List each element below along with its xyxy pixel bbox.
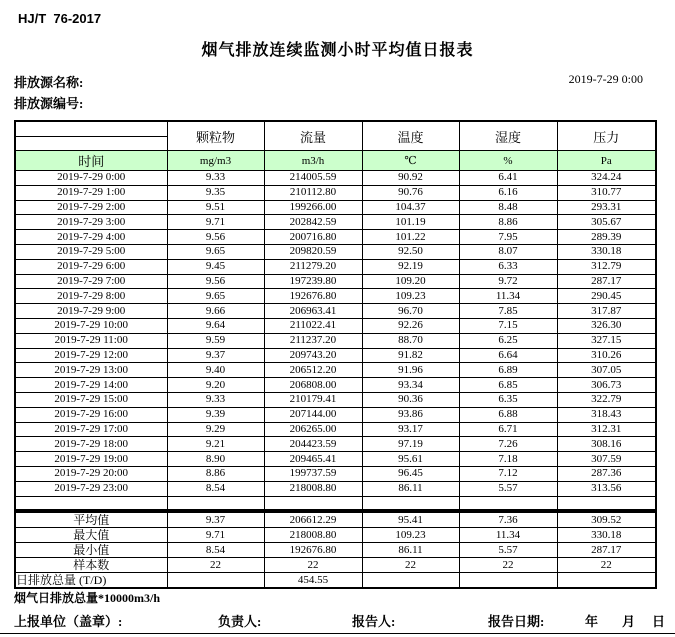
pressure-cell: 287.36 <box>557 466 656 481</box>
source-code-label: 排放源编号: <box>14 96 84 111</box>
day-label: 日 <box>652 614 666 629</box>
pressure-cell: 317.87 <box>557 304 656 319</box>
column-header-particulate: 颗粒物 <box>167 121 264 151</box>
temperature-cell: 92.19 <box>362 259 459 274</box>
particulate-cell <box>167 573 264 589</box>
particulate-cell: 9.65 <box>167 244 264 259</box>
pressure-cell: 293.31 <box>557 200 656 215</box>
pressure-cell: 309.52 <box>557 512 656 528</box>
time-cell: 2019-7-29 6:00 <box>15 259 167 274</box>
particulate-cell: 9.66 <box>167 304 264 319</box>
particulate-cell: 9.51 <box>167 200 264 215</box>
temperature-cell: 88.70 <box>362 333 459 348</box>
time-cell: 2019-7-29 8:00 <box>15 289 167 304</box>
particulate-cell: 22 <box>167 558 264 573</box>
temperature-cell: 95.61 <box>362 452 459 467</box>
table-row <box>15 171 656 186</box>
flow-cell: 197239.80 <box>264 274 362 289</box>
unit-humidity: % <box>459 151 557 171</box>
summary-label: 平均值 <box>15 512 167 528</box>
pressure-cell <box>557 573 656 589</box>
unit-particulate: mg/m3 <box>167 151 264 171</box>
humidity-cell: 6.64 <box>459 348 557 363</box>
signature-row <box>0 611 675 629</box>
table-row <box>15 422 656 437</box>
data-rows <box>15 171 656 497</box>
temperature-cell: 22 <box>362 558 459 573</box>
humidity-cell: 6.16 <box>459 185 557 200</box>
pressure-cell: 22 <box>557 558 656 573</box>
flow-cell: 22 <box>264 558 362 573</box>
pressure-cell: 307.59 <box>557 452 656 467</box>
temperature-cell: 101.19 <box>362 215 459 230</box>
particulate-cell: 8.90 <box>167 452 264 467</box>
time-cell: 2019-7-29 1:00 <box>15 185 167 200</box>
summary-row <box>15 528 656 543</box>
flow-cell: 202842.59 <box>264 215 362 230</box>
pressure-cell: 307.05 <box>557 363 656 378</box>
pressure-cell: 308.16 <box>557 437 656 452</box>
particulate-cell: 9.65 <box>167 289 264 304</box>
particulate-cell: 8.86 <box>167 466 264 481</box>
column-header-humidity: 湿度 <box>459 121 557 151</box>
time-cell: 2019-7-29 11:00 <box>15 333 167 348</box>
particulate-cell: 9.33 <box>167 392 264 407</box>
report-date-label: 报告日期: <box>488 614 545 629</box>
humidity-cell: 8.48 <box>459 200 557 215</box>
time-cell: 2019-7-29 13:00 <box>15 363 167 378</box>
temperature-cell: 91.96 <box>362 363 459 378</box>
time-cell: 2019-7-29 2:00 <box>15 200 167 215</box>
particulate-cell: 9.39 <box>167 407 264 422</box>
flow-cell: 211022.41 <box>264 318 362 333</box>
table-row <box>15 452 656 467</box>
time-column-header: 时间 <box>15 151 167 171</box>
humidity-cell: 7.95 <box>459 230 557 245</box>
flow-cell: 211237.20 <box>264 333 362 348</box>
flow-cell: 206265.00 <box>264 422 362 437</box>
summary-label: 最小值 <box>15 543 167 558</box>
temperature-cell: 93.17 <box>362 422 459 437</box>
time-cell: 2019-7-29 7:00 <box>15 274 167 289</box>
humidity-cell: 5.57 <box>459 481 557 496</box>
summary-row <box>15 543 656 558</box>
humidity-cell: 5.57 <box>459 543 557 558</box>
temperature-cell: 93.34 <box>362 378 459 393</box>
humidity-cell: 7.85 <box>459 304 557 319</box>
pressure-cell: 322.79 <box>557 392 656 407</box>
temperature-cell: 101.22 <box>362 230 459 245</box>
temperature-cell: 109.23 <box>362 528 459 543</box>
daily-total-note: 烟气日排放总量*10000m3/h <box>14 591 161 605</box>
time-cell: 2019-7-29 4:00 <box>15 230 167 245</box>
time-cell: 2019-7-29 18:00 <box>15 437 167 452</box>
particulate-cell: 9.21 <box>167 437 264 452</box>
pressure-cell: 290.45 <box>557 289 656 304</box>
humidity-cell: 6.33 <box>459 259 557 274</box>
temperature-cell: 92.50 <box>362 244 459 259</box>
temperature-cell: 97.19 <box>362 437 459 452</box>
particulate-cell: 9.37 <box>167 512 264 528</box>
unit-temperature: ℃ <box>362 151 459 171</box>
table-row <box>15 333 656 348</box>
table-row <box>15 407 656 422</box>
pressure-cell: 306.73 <box>557 378 656 393</box>
summary-rows <box>15 512 656 588</box>
flow-cell: 209820.59 <box>264 244 362 259</box>
humidity-cell: 7.12 <box>459 466 557 481</box>
source-name-label: 排放源名称: <box>14 75 84 90</box>
report-unit-label: 上报单位（盖章）: <box>14 614 123 629</box>
humidity-cell: 7.15 <box>459 318 557 333</box>
month-label: 月 <box>622 614 636 629</box>
flow-cell: 207144.00 <box>264 407 362 422</box>
temperature-cell: 91.82 <box>362 348 459 363</box>
pressure-cell: 310.77 <box>557 185 656 200</box>
table-row <box>15 244 656 259</box>
particulate-cell: 9.71 <box>167 215 264 230</box>
flow-cell: 204423.59 <box>264 437 362 452</box>
table-row <box>15 200 656 215</box>
pressure-cell: 327.15 <box>557 333 656 348</box>
flow-cell: 192676.80 <box>264 289 362 304</box>
particulate-cell: 9.64 <box>167 318 264 333</box>
humidity-cell: 6.35 <box>459 392 557 407</box>
unit-pressure: Pa <box>557 151 656 171</box>
flow-cell: 209465.41 <box>264 452 362 467</box>
humidity-cell: 6.41 <box>459 171 557 186</box>
humidity-cell: 6.88 <box>459 407 557 422</box>
time-cell: 2019-7-29 23:00 <box>15 481 167 496</box>
summary-row <box>15 512 656 528</box>
column-header-pressure: 压力 <box>557 121 656 151</box>
humidity-cell: 7.18 <box>459 452 557 467</box>
time-cell: 2019-7-29 19:00 <box>15 452 167 467</box>
table-row <box>15 437 656 452</box>
humidity-cell: 9.72 <box>459 274 557 289</box>
summary-row <box>15 573 656 589</box>
particulate-cell: 9.71 <box>167 528 264 543</box>
flow-cell: 199266.00 <box>264 200 362 215</box>
temperature-cell: 90.92 <box>362 171 459 186</box>
time-cell: 2019-7-29 14:00 <box>15 378 167 393</box>
particulate-cell: 9.29 <box>167 422 264 437</box>
humidity-cell: 7.26 <box>459 437 557 452</box>
bottom-rule <box>0 633 675 634</box>
particulate-cell: 9.56 <box>167 274 264 289</box>
flow-cell: 454.55 <box>264 573 362 589</box>
unit-flow: m3/h <box>264 151 362 171</box>
time-cell: 2019-7-29 0:00 <box>15 171 167 186</box>
humidity-cell: 22 <box>459 558 557 573</box>
table-row <box>15 215 656 230</box>
temperature-cell: 86.11 <box>362 543 459 558</box>
standard-code: HJ/T 76-2017 <box>18 11 102 26</box>
table-row <box>15 363 656 378</box>
humidity-cell: 6.89 <box>459 363 557 378</box>
table-header-row <box>15 121 656 151</box>
humidity-cell: 11.34 <box>459 528 557 543</box>
flow-cell: 206808.00 <box>264 378 362 393</box>
particulate-cell: 9.56 <box>167 230 264 245</box>
time-cell: 2019-7-29 10:00 <box>15 318 167 333</box>
flow-cell: 210112.80 <box>264 185 362 200</box>
time-cell: 2019-7-29 5:00 <box>15 244 167 259</box>
table-row <box>15 289 656 304</box>
pressure-cell: 318.43 <box>557 407 656 422</box>
summary-table <box>14 511 657 589</box>
table-row <box>15 481 656 496</box>
temperature-cell: 109.23 <box>362 289 459 304</box>
table-row <box>15 466 656 481</box>
temperature-cell: 92.26 <box>362 318 459 333</box>
table-row <box>15 230 656 245</box>
year-label: 年 <box>585 614 599 629</box>
pressure-cell: 310.26 <box>557 348 656 363</box>
time-cell: 2019-7-29 17:00 <box>15 422 167 437</box>
spacer-row <box>15 496 656 510</box>
summary-label: 日排放总量 (T/D) <box>15 573 167 589</box>
column-header-temperature: 温度 <box>362 121 459 151</box>
column-header-flow: 流量 <box>264 121 362 151</box>
flow-cell: 206612.29 <box>264 512 362 528</box>
time-cell: 2019-7-29 12:00 <box>15 348 167 363</box>
summary-label: 最大值 <box>15 528 167 543</box>
reporter-label: 报告人: <box>352 614 396 629</box>
table-row <box>15 185 656 200</box>
temperature-cell: 93.86 <box>362 407 459 422</box>
humidity-cell: 6.25 <box>459 333 557 348</box>
humidity-cell: 7.36 <box>459 512 557 528</box>
temperature-cell: 96.70 <box>362 304 459 319</box>
temperature-cell: 104.37 <box>362 200 459 215</box>
table-row <box>15 348 656 363</box>
pressure-cell: 287.17 <box>557 543 656 558</box>
table-row <box>15 274 656 289</box>
pressure-cell: 324.24 <box>557 171 656 186</box>
summary-row <box>15 558 656 573</box>
time-cell: 2019-7-29 9:00 <box>15 304 167 319</box>
table-row <box>15 304 656 319</box>
flow-cell: 209743.20 <box>264 348 362 363</box>
table-row <box>15 259 656 274</box>
flow-cell: 206512.20 <box>264 363 362 378</box>
flow-cell: 192676.80 <box>264 543 362 558</box>
measurements-table <box>14 120 657 511</box>
table-row <box>15 392 656 407</box>
responsible-person-label: 负责人: <box>218 614 262 629</box>
particulate-cell: 9.20 <box>167 378 264 393</box>
humidity-cell <box>459 573 557 589</box>
temperature-cell <box>362 573 459 589</box>
time-cell: 2019-7-29 15:00 <box>15 392 167 407</box>
humidity-cell: 11.34 <box>459 289 557 304</box>
pressure-cell: 326.30 <box>557 318 656 333</box>
page-title: 烟气排放连续监测小时平均值日报表 <box>201 42 474 59</box>
temperature-cell: 86.11 <box>362 481 459 496</box>
pressure-cell: 289.39 <box>557 230 656 245</box>
temperature-cell: 90.36 <box>362 392 459 407</box>
particulate-cell: 9.40 <box>167 363 264 378</box>
header-split-line <box>16 122 167 137</box>
pressure-cell: 312.31 <box>557 422 656 437</box>
humidity-cell: 6.85 <box>459 378 557 393</box>
humidity-cell: 8.86 <box>459 215 557 230</box>
particulate-cell: 9.35 <box>167 185 264 200</box>
particulate-cell: 9.37 <box>167 348 264 363</box>
report-datetime: 2019-7-29 0:00 <box>568 72 643 86</box>
flow-cell: 210179.41 <box>264 392 362 407</box>
flow-cell: 214005.59 <box>264 171 362 186</box>
table-row <box>15 378 656 393</box>
flow-cell: 211279.20 <box>264 259 362 274</box>
flow-cell: 206963.41 <box>264 304 362 319</box>
temperature-cell: 90.76 <box>362 185 459 200</box>
pressure-cell: 287.17 <box>557 274 656 289</box>
pressure-cell: 330.18 <box>557 528 656 543</box>
particulate-cell: 8.54 <box>167 543 264 558</box>
particulate-cell: 9.33 <box>167 171 264 186</box>
flow-cell: 218008.80 <box>264 528 362 543</box>
time-cell: 2019-7-29 20:00 <box>15 466 167 481</box>
units-row <box>15 151 656 171</box>
flow-cell: 199737.59 <box>264 466 362 481</box>
table-row <box>15 318 656 333</box>
particulate-cell: 9.45 <box>167 259 264 274</box>
particulate-cell: 8.54 <box>167 481 264 496</box>
pressure-cell: 305.67 <box>557 215 656 230</box>
pressure-cell: 330.18 <box>557 244 656 259</box>
time-cell: 2019-7-29 3:00 <box>15 215 167 230</box>
header-empty-cell <box>15 121 167 151</box>
time-cell: 2019-7-29 16:00 <box>15 407 167 422</box>
particulate-cell: 9.59 <box>167 333 264 348</box>
pressure-cell: 313.56 <box>557 481 656 496</box>
humidity-cell: 8.07 <box>459 244 557 259</box>
pressure-cell: 312.79 <box>557 259 656 274</box>
flow-cell: 200716.80 <box>264 230 362 245</box>
humidity-cell: 6.71 <box>459 422 557 437</box>
temperature-cell: 109.20 <box>362 274 459 289</box>
flow-cell: 218008.80 <box>264 481 362 496</box>
temperature-cell: 96.45 <box>362 466 459 481</box>
summary-label: 样本数 <box>15 558 167 573</box>
temperature-cell: 95.41 <box>362 512 459 528</box>
